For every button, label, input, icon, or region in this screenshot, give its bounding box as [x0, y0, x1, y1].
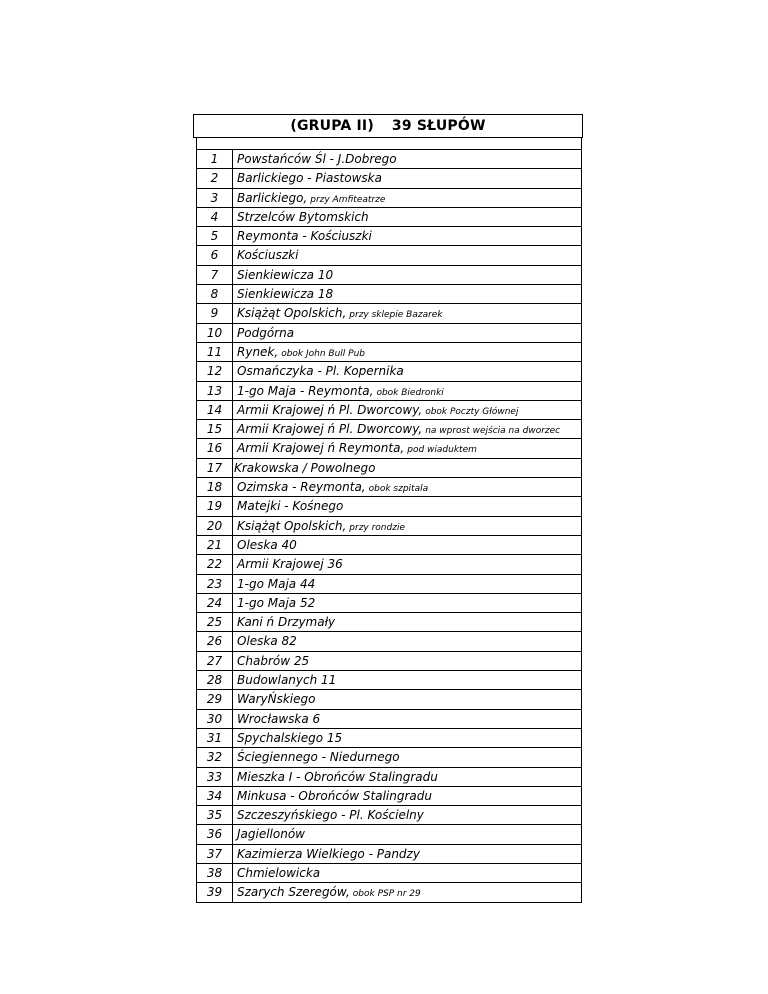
- row-location: [233, 806, 581, 824]
- location-name: Powstańców Śl - J.Dobrego: [237, 152, 397, 166]
- table-row: [197, 150, 581, 169]
- row-location: [233, 690, 581, 708]
- row-location: [233, 710, 581, 728]
- row-number: 35: [197, 806, 233, 824]
- row-location: [233, 362, 581, 380]
- table-row: [197, 208, 581, 227]
- row-number: 1: [197, 150, 233, 168]
- location-name: Książąt Opolskich,: [237, 518, 347, 533]
- table-row: [197, 748, 581, 767]
- table-row: [197, 497, 581, 516]
- row-number: 21: [197, 536, 233, 554]
- row-number: 9: [197, 304, 233, 322]
- row-number: 8: [197, 285, 233, 303]
- row-location: [233, 401, 581, 419]
- table-row: [197, 652, 581, 671]
- location-name: Barlickiego - Piastowska: [237, 171, 382, 186]
- location-note: przy sklepie Bazarek: [349, 310, 443, 321]
- location-name: Matejki - Kośnego: [237, 499, 344, 514]
- table-row: [197, 517, 581, 536]
- location-note: obok Biedronki: [376, 387, 444, 398]
- table-row: [197, 362, 581, 381]
- location-name: Minkusa - Obrońców Stalingradu: [237, 788, 432, 803]
- location-name: Chabrów 25: [237, 653, 310, 668]
- location-name: Strzelców Bytomskich: [237, 209, 369, 224]
- row-number: 20: [197, 517, 233, 535]
- table-row: [197, 575, 581, 594]
- location-name: WaryŃskiego: [237, 692, 316, 707]
- row-number: 17: [197, 459, 233, 477]
- row-number: 18: [197, 478, 233, 496]
- location-name: Osmańczyka - Pl. Kopernika: [237, 364, 404, 379]
- row-number: 10: [197, 324, 233, 342]
- row-location: [233, 497, 581, 515]
- row-number: 4: [197, 208, 233, 226]
- table-row: [197, 343, 581, 362]
- row-number: 27: [197, 652, 233, 670]
- table-row: [197, 729, 581, 748]
- row-location: [233, 304, 581, 322]
- location-note: obok Poczty Głównej: [425, 406, 519, 417]
- row-number: 13: [197, 382, 233, 400]
- row-location: [233, 517, 581, 535]
- location-name: Ozimska - Reymonta,: [237, 480, 366, 495]
- location-name: Armii Krajowej ń Pl. Dworcowy,: [237, 402, 423, 417]
- table-row: [197, 710, 581, 729]
- table-header: [193, 114, 583, 138]
- row-number: 12: [197, 362, 233, 380]
- row-location: [233, 594, 581, 612]
- table-row: [197, 304, 581, 323]
- row-location: [233, 382, 581, 400]
- row-number: 34: [197, 787, 233, 805]
- row-location: [233, 768, 581, 786]
- location-name: Jagiellonów: [237, 827, 305, 842]
- row-location: [233, 613, 581, 631]
- row-number: 3: [197, 189, 233, 207]
- location-name: Armii Krajowej 36: [237, 557, 343, 572]
- table-row: [197, 478, 581, 497]
- row-location: [233, 883, 581, 901]
- location-note: obok PSP nr 29: [352, 889, 421, 900]
- row-number: 19: [197, 497, 233, 515]
- location-name: Szarych Szeregów,: [237, 885, 350, 900]
- table-row: [197, 594, 581, 613]
- location-name: Sienkiewicza 18: [237, 287, 334, 302]
- row-number: 25: [197, 613, 233, 631]
- pole-count: 39 SŁUPÓW: [391, 118, 486, 134]
- location-name: Armii Krajowej ń Reymonta,: [237, 441, 405, 456]
- row-location: [233, 150, 581, 168]
- table-row: [197, 690, 581, 709]
- location-name: Ściegiennego - Niedurnego: [237, 750, 400, 765]
- table-row: [197, 613, 581, 632]
- row-location: [233, 420, 581, 438]
- table-row: [197, 536, 581, 555]
- row-location: [233, 575, 581, 593]
- row-number: 2: [197, 169, 233, 187]
- row-location: [233, 845, 581, 863]
- location-name: Chmielowicka: [237, 865, 321, 880]
- table-row: [197, 266, 581, 285]
- table-row: [197, 768, 581, 787]
- location-name: Reymonta - Kościuszki: [237, 229, 372, 244]
- row-number: 6: [197, 246, 233, 264]
- location-note: pod wiaduktem: [407, 445, 477, 456]
- row-number: 28: [197, 671, 233, 689]
- row-number: 38: [197, 864, 233, 882]
- location-name: Rynek,: [237, 344, 279, 359]
- location-note: obok John Bull Pub: [281, 348, 366, 359]
- table-row: [197, 420, 581, 439]
- location-name: Oleska 82: [237, 634, 297, 649]
- table-row: [197, 169, 581, 188]
- row-number: 30: [197, 710, 233, 728]
- row-number: 24: [197, 594, 233, 612]
- row-location: [233, 864, 581, 882]
- location-name: Kani ń Drzymały: [237, 615, 336, 630]
- location-name: Mieszka I - Obrońców Stalingradu: [237, 769, 438, 784]
- row-location: [233, 787, 581, 805]
- table-row: [197, 227, 581, 246]
- location-name: Kościuszki: [237, 248, 299, 263]
- row-location: [233, 439, 581, 457]
- row-number: 36: [197, 825, 233, 843]
- location-note: przy rondzie: [349, 522, 405, 533]
- location-name: Spychalskiego 15: [237, 730, 343, 745]
- row-number: 23: [197, 575, 233, 593]
- table-row: [197, 825, 581, 844]
- table-spacer-row: [197, 138, 581, 150]
- row-location: [233, 671, 581, 689]
- location-name: 1-go Maja - Reymonta,: [237, 383, 374, 398]
- row-location: [233, 825, 581, 843]
- row-number: 7: [197, 266, 233, 284]
- location-name: Szczeszyńskiego - Pl. Kościelny: [237, 808, 424, 823]
- row-number: 33: [197, 768, 233, 786]
- table-row: [197, 787, 581, 806]
- location-name: Książąt Opolskich,: [237, 306, 347, 321]
- row-location: [233, 729, 581, 747]
- row-number: 37: [197, 845, 233, 863]
- location-note: przy Amfiteatrze: [310, 194, 386, 205]
- location-note: na wprost wejścia na dworzec: [425, 426, 561, 437]
- location-note: obok szpitala: [368, 484, 429, 495]
- row-number: 11: [197, 343, 233, 361]
- table-row: [197, 845, 581, 864]
- table-row: [197, 555, 581, 574]
- row-number: 32: [197, 748, 233, 766]
- row-location: [233, 632, 581, 650]
- table-row: [197, 864, 581, 883]
- row-location: [233, 227, 581, 245]
- row-location: [233, 459, 581, 477]
- row-location: [233, 324, 581, 342]
- row-location: [233, 555, 581, 573]
- row-location: [233, 285, 581, 303]
- row-location: [233, 343, 581, 361]
- row-number: 31: [197, 729, 233, 747]
- group-label: (GRUPA II): [290, 118, 374, 134]
- location-name: Sienkiewicza 10: [237, 267, 334, 282]
- location-name: Armii Krajowej ń Pl. Dworcowy,: [237, 422, 423, 437]
- row-location: [233, 536, 581, 554]
- location-name: 1-go Maja 44: [237, 576, 316, 591]
- row-number: 5: [197, 227, 233, 245]
- table-row: [197, 189, 581, 208]
- location-name: Kazimierza Wielkiego - Pandzy: [237, 846, 420, 861]
- row-location: [233, 169, 581, 187]
- table-row: [197, 439, 581, 458]
- row-location: [233, 748, 581, 766]
- table-row: [197, 382, 581, 401]
- table-row: [197, 883, 581, 902]
- table-row: [197, 671, 581, 690]
- table-row: [197, 459, 581, 478]
- table-row: [197, 401, 581, 420]
- table-row: [197, 324, 581, 343]
- location-name: Barlickiego,: [237, 190, 308, 205]
- location-name: 1-go Maja 52: [237, 595, 316, 610]
- row-location: [233, 266, 581, 284]
- row-location: [233, 208, 581, 226]
- row-number: 16: [197, 439, 233, 457]
- row-number: 22: [197, 555, 233, 573]
- row-number: 39: [197, 883, 233, 901]
- table-row: [197, 632, 581, 651]
- row-location: [233, 246, 581, 264]
- row-location: [233, 652, 581, 670]
- location-name: Wrocławska 6: [237, 711, 321, 726]
- table-row: [197, 285, 581, 304]
- table-row: [197, 806, 581, 825]
- row-number: 15: [197, 420, 233, 438]
- row-number: 26: [197, 632, 233, 650]
- pole-locations-table: [196, 138, 582, 903]
- table-row: [197, 246, 581, 265]
- location-name: Budowlanych 11: [237, 673, 337, 688]
- row-location: [233, 478, 581, 496]
- location-name: Krakowska / Powolnego: [234, 460, 376, 475]
- row-number: 14: [197, 401, 233, 419]
- location-name: Oleska 40: [237, 537, 297, 552]
- row-location: [233, 189, 581, 207]
- location-name: Podgórna: [237, 325, 295, 340]
- row-number: 29: [197, 690, 233, 708]
